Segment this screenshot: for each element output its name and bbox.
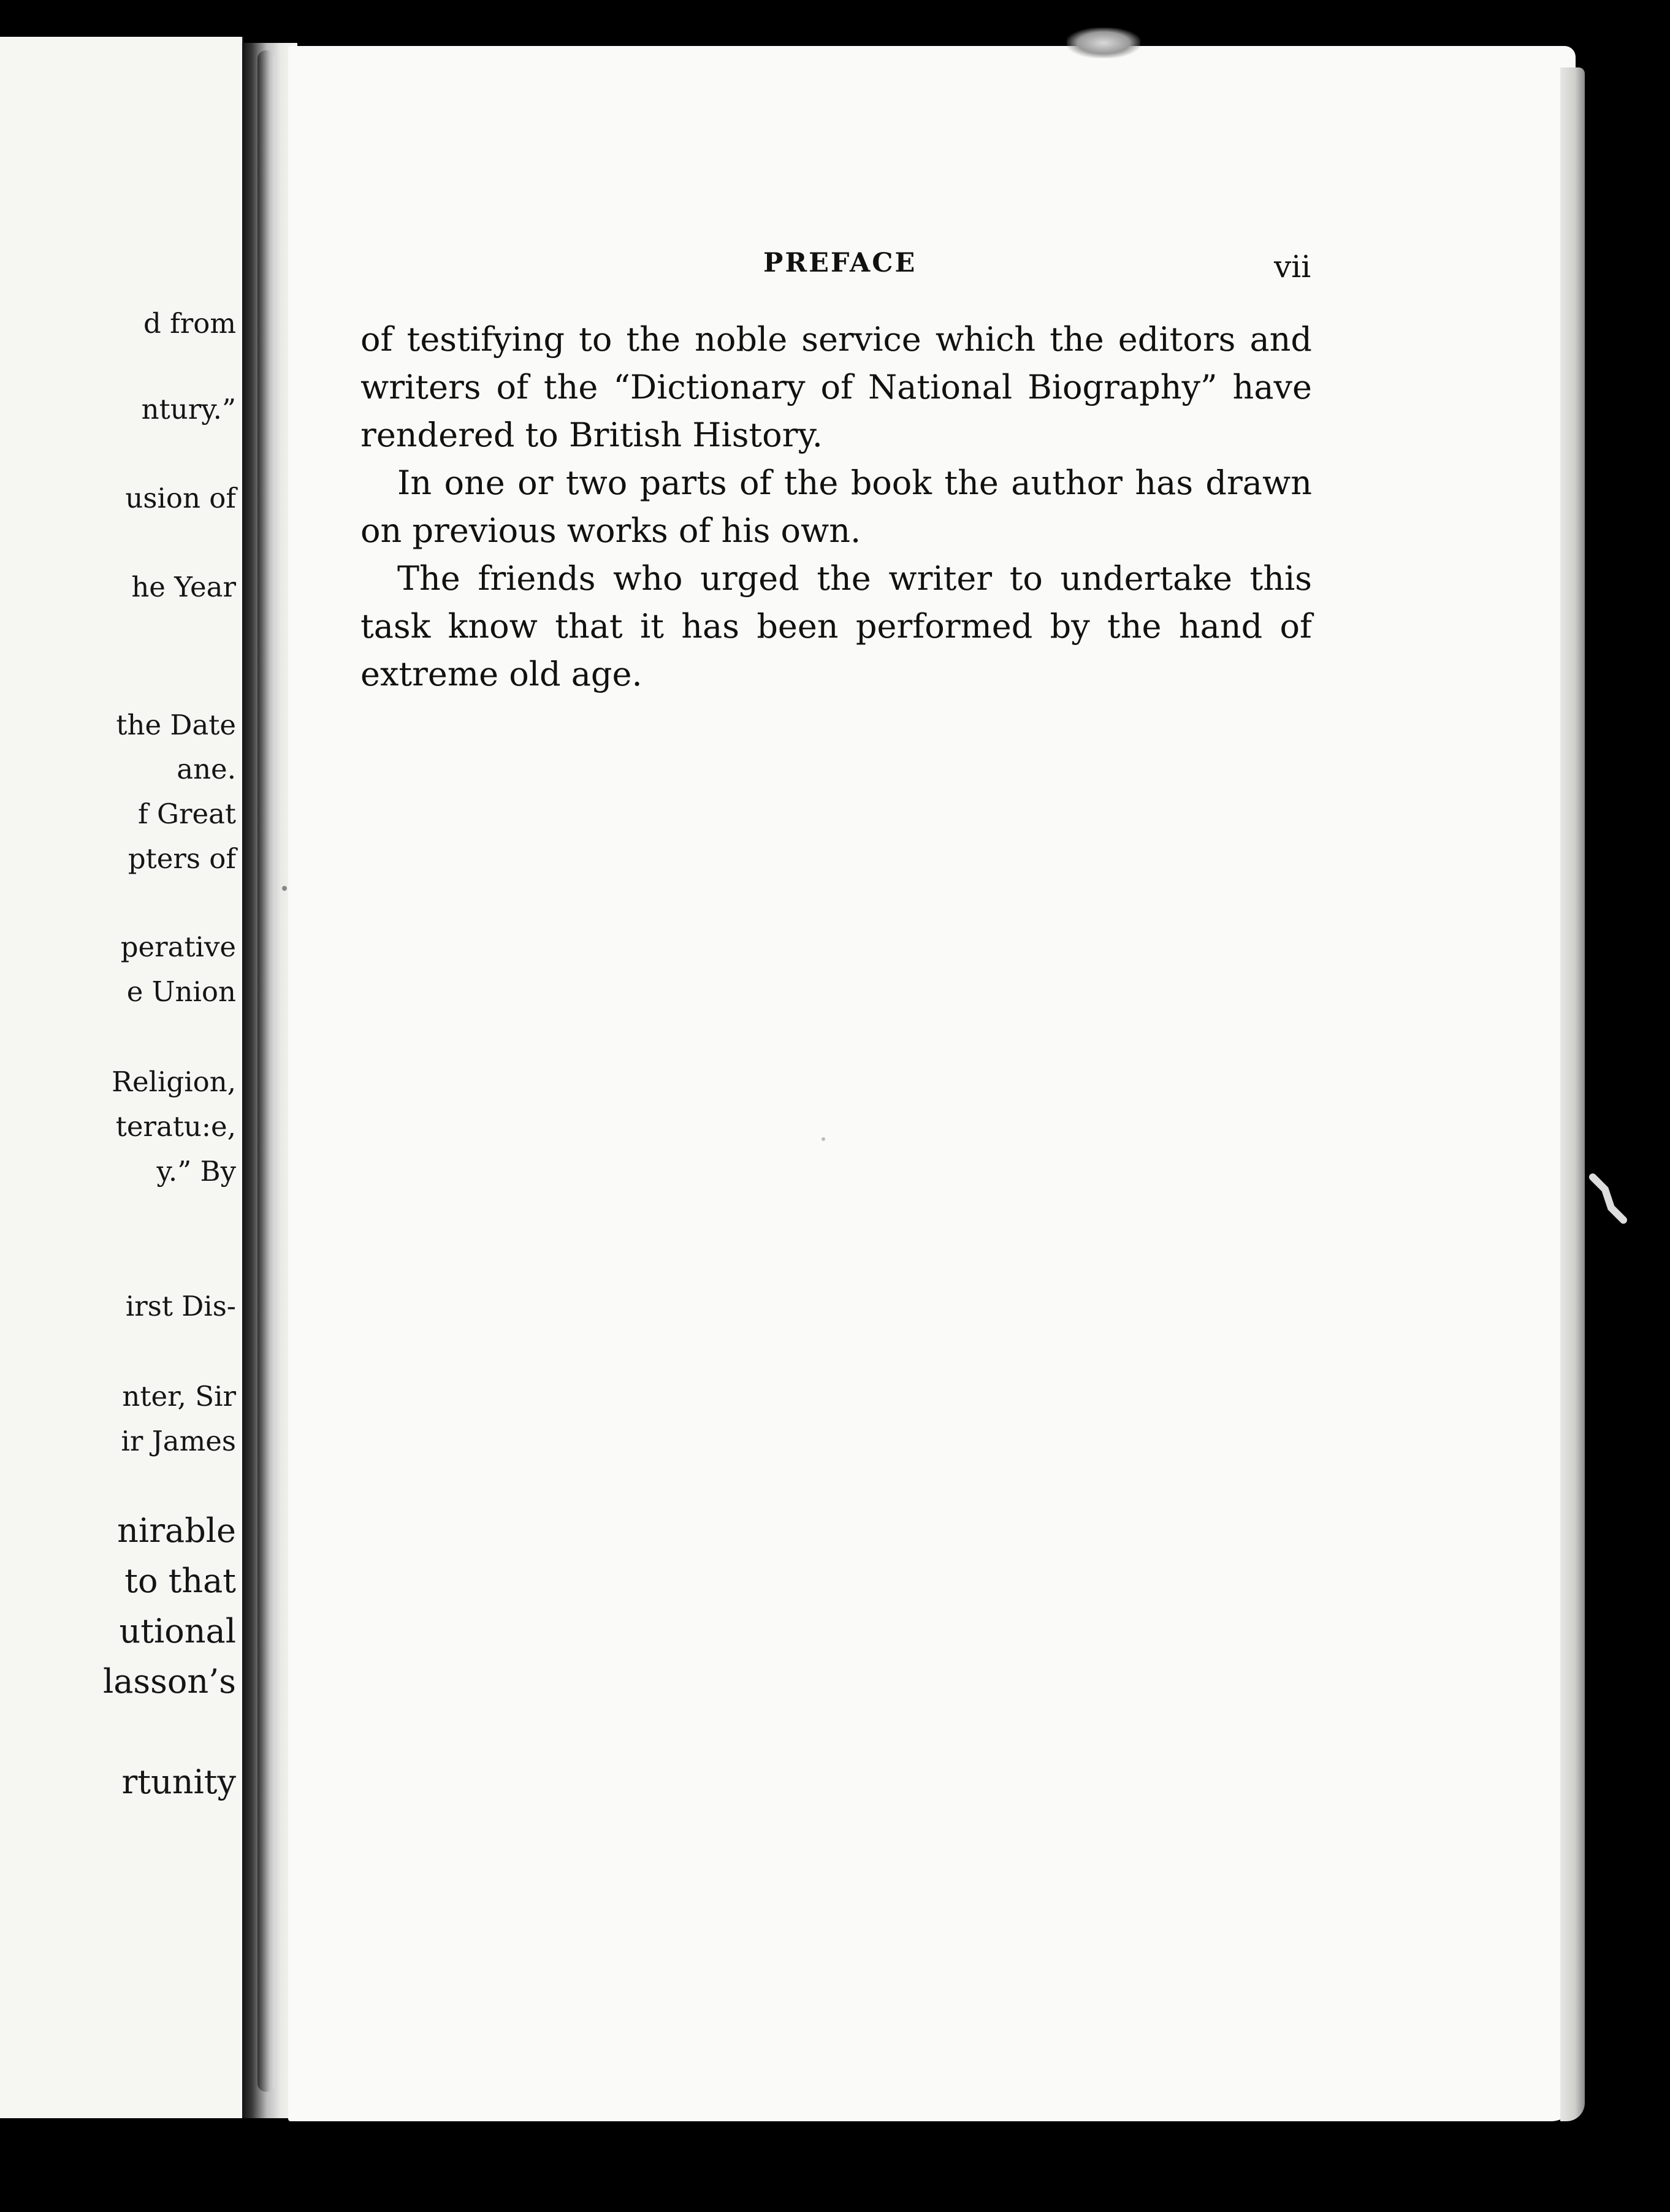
left-line-fragment: e Union bbox=[126, 975, 236, 1008]
scan-speck bbox=[822, 1137, 825, 1141]
scan-speck bbox=[282, 886, 287, 891]
left-line-fragment: he Year bbox=[131, 571, 236, 603]
left-line-fragment: ir James bbox=[121, 1425, 236, 1457]
page-number: vii bbox=[1274, 249, 1311, 284]
gutter-shadow bbox=[257, 50, 275, 2092]
left-line-fragment: to that bbox=[124, 1562, 236, 1600]
left-line-fragment: lasson’s bbox=[102, 1662, 236, 1701]
left-line-fragment: y.” By bbox=[156, 1155, 236, 1188]
left-line-fragment: irst Dis- bbox=[125, 1290, 236, 1322]
left-line-fragment: Religion, bbox=[112, 1066, 236, 1098]
paper-tear-mark bbox=[1067, 28, 1140, 58]
left-line-fragment: nirable bbox=[117, 1511, 236, 1550]
left-line-fragment: the Date bbox=[116, 709, 236, 741]
paragraph: of testifying to the noble service which the editors and writers of the “Dictionary of National Biography” have rendered to British History. bbox=[360, 320, 1312, 454]
left-line-fragment: teratu:e, bbox=[115, 1110, 236, 1143]
left-line-fragment: rtunity bbox=[121, 1763, 236, 1801]
left-facing-page bbox=[0, 37, 243, 2118]
left-line-fragment: utional bbox=[119, 1612, 236, 1650]
left-line-fragment: ntury.” bbox=[141, 393, 236, 425]
left-line-fragment: usion of bbox=[125, 482, 236, 514]
running-head: PREFACE bbox=[763, 248, 917, 278]
paragraph: In one or two parts of the book the author has drawn on previous works of his own. bbox=[360, 463, 1312, 550]
left-line-fragment: pters of bbox=[128, 842, 236, 875]
left-line-fragment: ane. bbox=[177, 753, 236, 785]
left-line-fragment: d from bbox=[143, 307, 236, 340]
left-line-fragment: perative bbox=[120, 931, 236, 963]
scan-artifact-mark bbox=[1587, 1171, 1630, 1226]
page-edge bbox=[1560, 67, 1585, 2121]
left-line-fragment: nter, Sir bbox=[122, 1380, 236, 1413]
preface-body bbox=[360, 316, 1312, 698]
left-line-fragment: f Great bbox=[138, 798, 236, 830]
paragraph: The friends who urged the writer to undertake this task know that it has been performed by the hand of extreme old age. bbox=[360, 559, 1312, 693]
